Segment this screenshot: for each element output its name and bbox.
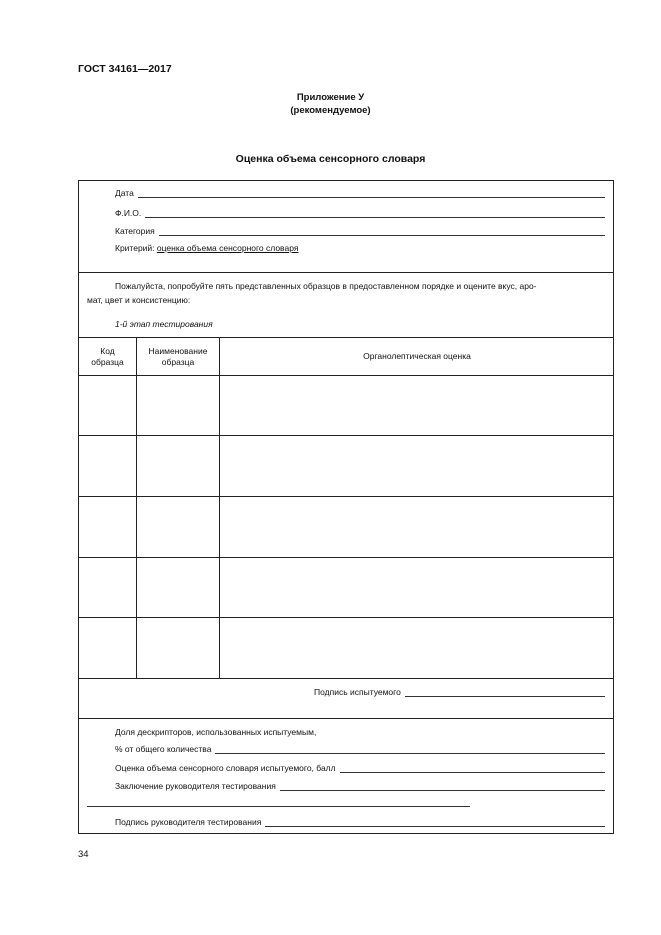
category-line	[159, 226, 605, 236]
table-cell-name[interactable]	[137, 376, 219, 435]
table-row-line	[79, 617, 613, 618]
descriptor-share-line	[215, 744, 605, 754]
descriptor-share-label: Доля дескрипторов, использованных испытуемым,	[115, 727, 317, 737]
evaluation-form	[78, 180, 614, 834]
supervisor-signature-label: Подпись руководителя тестирования	[115, 817, 262, 827]
supervisor-conclusion-continuation-line[interactable]	[87, 797, 470, 807]
date-field[interactable]	[115, 188, 605, 198]
criterion-row	[115, 241, 298, 255]
vocabulary-score-line	[340, 763, 605, 773]
supervisor-conclusion-label: Заключение руководителя тестирования	[115, 781, 276, 791]
subject-signature-line	[405, 687, 605, 697]
subject-signature-label: Подпись испытуемого	[314, 687, 401, 697]
date-line	[138, 188, 605, 198]
supervisor-conclusion-field[interactable]	[115, 781, 605, 791]
divider	[79, 718, 613, 719]
standard-header: ГОСТ 34161—2017	[78, 63, 172, 75]
criterion-label: Критерий:	[115, 243, 155, 253]
annex-title: Приложение У	[296, 92, 365, 103]
subject-signature-field[interactable]	[314, 687, 605, 697]
fio-label: Ф.И.О.	[115, 208, 142, 218]
col-name-header: Наименование образца	[148, 346, 208, 367]
table-bottom-line	[79, 678, 613, 679]
table-row-line	[79, 435, 613, 436]
criterion-value: оценка объема сенсорного словаря	[156, 243, 299, 253]
instruction-line-1: Пожалуйста, попробуйте пять представленных образцов в предоставленном порядке и оцените вкус, аро-	[115, 281, 537, 291]
col-code-header: Код образца	[91, 346, 124, 367]
supervisor-signature-field[interactable]	[115, 817, 605, 827]
vocabulary-score-label: Оценка объема сенсорного словаря испытуемого, балл	[115, 763, 336, 773]
form-title: Оценка объема сенсорного словаря	[235, 153, 426, 165]
instruction-line-2: мат, цвет и консистенцию:	[87, 295, 191, 305]
stage-label: 1-й этап тестирования	[115, 319, 213, 329]
supervisor-signature-line	[265, 817, 605, 827]
vocabulary-score-field[interactable]	[115, 763, 605, 773]
category-label: Категория	[115, 226, 155, 236]
table-cell-assessment[interactable]	[220, 376, 613, 435]
category-field[interactable]	[115, 226, 605, 236]
annex-subtitle: (рекомендуемое)	[290, 105, 371, 116]
descriptor-share-label-2: % от общего количества	[115, 744, 212, 754]
supervisor-conclusion-line	[280, 781, 605, 791]
table-row-line	[79, 557, 613, 558]
table-top-line	[79, 337, 613, 338]
table-cell-code[interactable]	[79, 376, 136, 435]
fio-field[interactable]	[115, 208, 605, 218]
col-assessment-header: Органолептическая оценка	[363, 351, 471, 361]
descriptor-share-field[interactable]	[115, 744, 605, 754]
divider	[79, 272, 613, 273]
table-row-line	[79, 496, 613, 497]
fio-line	[145, 208, 605, 218]
page-number: 34	[78, 849, 89, 860]
date-label: Дата	[115, 188, 134, 198]
